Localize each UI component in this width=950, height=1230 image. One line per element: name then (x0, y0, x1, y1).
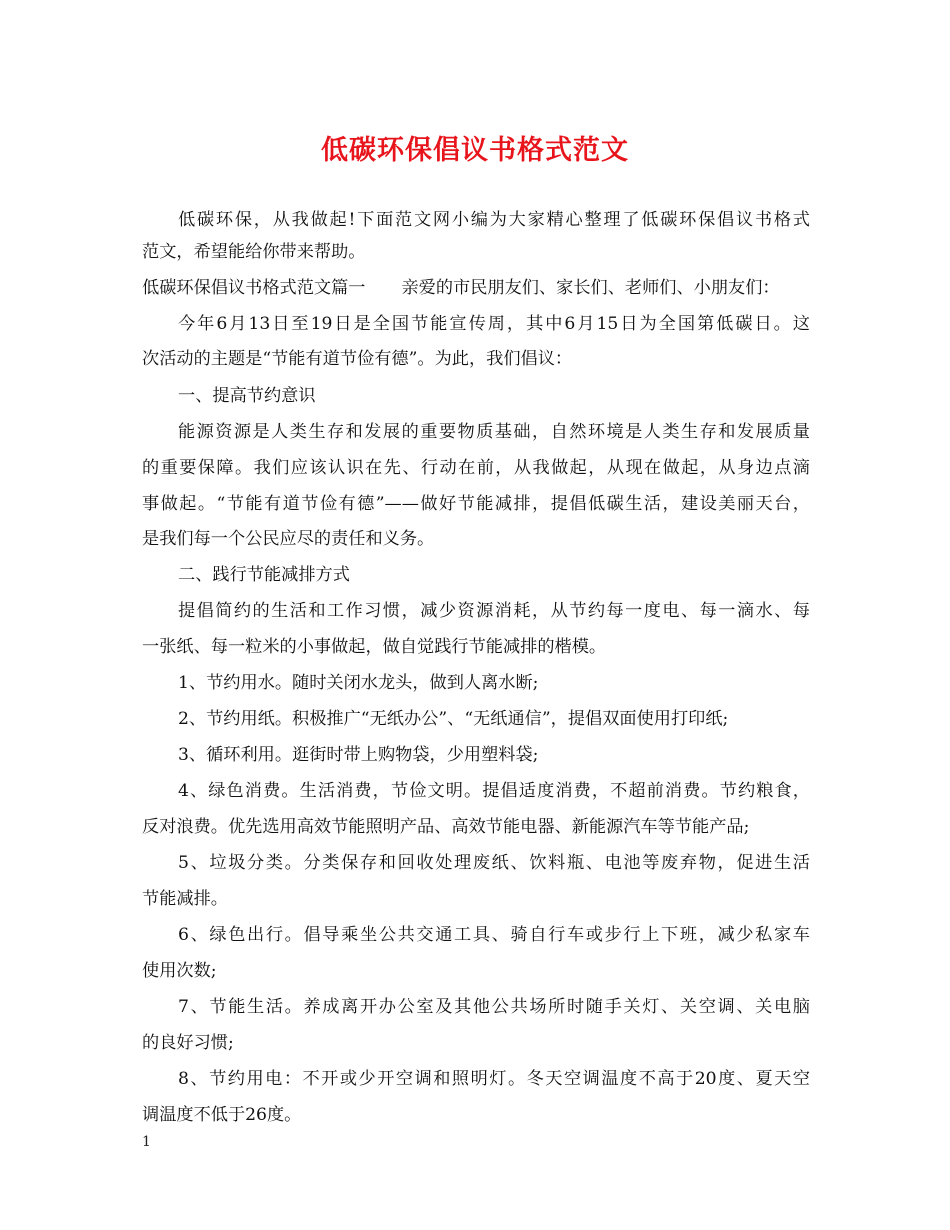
section-heading: 低碳环保倡议书格式范文篇一 (142, 278, 366, 298)
list-item-6-line-2: 使用次数; (142, 961, 217, 981)
list-item-5-line-2: 节能减排。 (142, 889, 228, 909)
list-item-4-line-1: 4、绿色消费。生活消费，节俭文明。提倡适度消费，不超前消费。节约粮食， (178, 781, 810, 801)
paragraph-2-line-1: 能源资源是人类生存和发展的重要物质基础，自然环境是人类生存和发展质量 (178, 422, 810, 442)
list-item-4-line-2: 反对浪费。优先选用高效节能照明产品、高效节能电器、新能源汽车等节能产品; (142, 817, 750, 837)
list-item-7-line-2: 的良好习惯; (142, 1033, 234, 1053)
document-title: 低碳环保倡议书格式范文 (321, 135, 629, 166)
list-item-8-line-1: 8、节约用电：不开或少开空调和照明灯。冬天空调温度不高于20度、夏天空 (178, 1069, 810, 1089)
intro-line-2: 范文，希望能给你带来帮助。 (142, 242, 366, 262)
section-1-heading: 一、提高节约意识 (178, 386, 316, 406)
intro-line-1: 低碳环保，从我做起!下面范文网小编为大家精心整理了低碳环保倡议书格式 (178, 210, 810, 230)
list-item-2: 2、节约用纸。积极推广“无纸办公”、“无纸通信”，提倡双面使用打印纸; (178, 709, 729, 729)
list-item-7-line-1: 7、节能生活。养成离开办公室及其他公共场所时随手关灯、关空调、关电脑 (178, 997, 810, 1017)
list-item-3: 3、循环利用。逛街时带上购物袋，少用塑料袋; (178, 745, 539, 765)
salutation: 亲爱的市民朋友们、家长们、老师们、小朋友们： (401, 278, 780, 298)
list-item-6-line-1: 6、绿色出行。倡导乘坐公共交通工具、骑自行车或步行上下班，减少私家车 (178, 925, 810, 945)
section-heading-row (142, 276, 780, 300)
list-item-5-line-1: 5、垃圾分类。分类保存和回收处理废纸、饮料瓶、电池等废弃物，促进生活 (178, 853, 810, 873)
list-item-1: 1、节约用水。随时关闭水龙头，做到人离水断; (178, 673, 539, 693)
list-item-8-line-2: 调温度不低于26度。 (142, 1105, 302, 1125)
paragraph-1-line-1: 今年6月13日至19日是全国节能宣传周，其中6月15日为全国第低碳日。这 (178, 314, 810, 334)
paragraph-3-line-2: 一张纸、每一粒米的小事做起，做自觉践行节能减排的楷模。 (142, 637, 607, 657)
paragraph-2-line-4: 是我们每一个公民应尽的责任和义务。 (142, 529, 435, 549)
paragraph-3-line-1: 提倡简约的生活和工作习惯，减少资源消耗，从节约每一度电、每一滴水、每 (178, 601, 810, 621)
page-number: 1 (142, 1134, 151, 1150)
paragraph-2-line-2: 的重要保障。我们应该认识在先、行动在前，从我做起，从现在做起，从身边点滴 (142, 458, 810, 478)
paragraph-2-line-3: 事做起。“节能有道节俭有德”——做好节能减排，提倡低碳生活，建设美丽天台， (142, 494, 810, 514)
section-2-heading: 二、践行节能减排方式 (178, 565, 350, 585)
paragraph-1-line-2: 次活动的主题是“节能有道节俭有德”。为此，我们倡议： (142, 349, 573, 369)
